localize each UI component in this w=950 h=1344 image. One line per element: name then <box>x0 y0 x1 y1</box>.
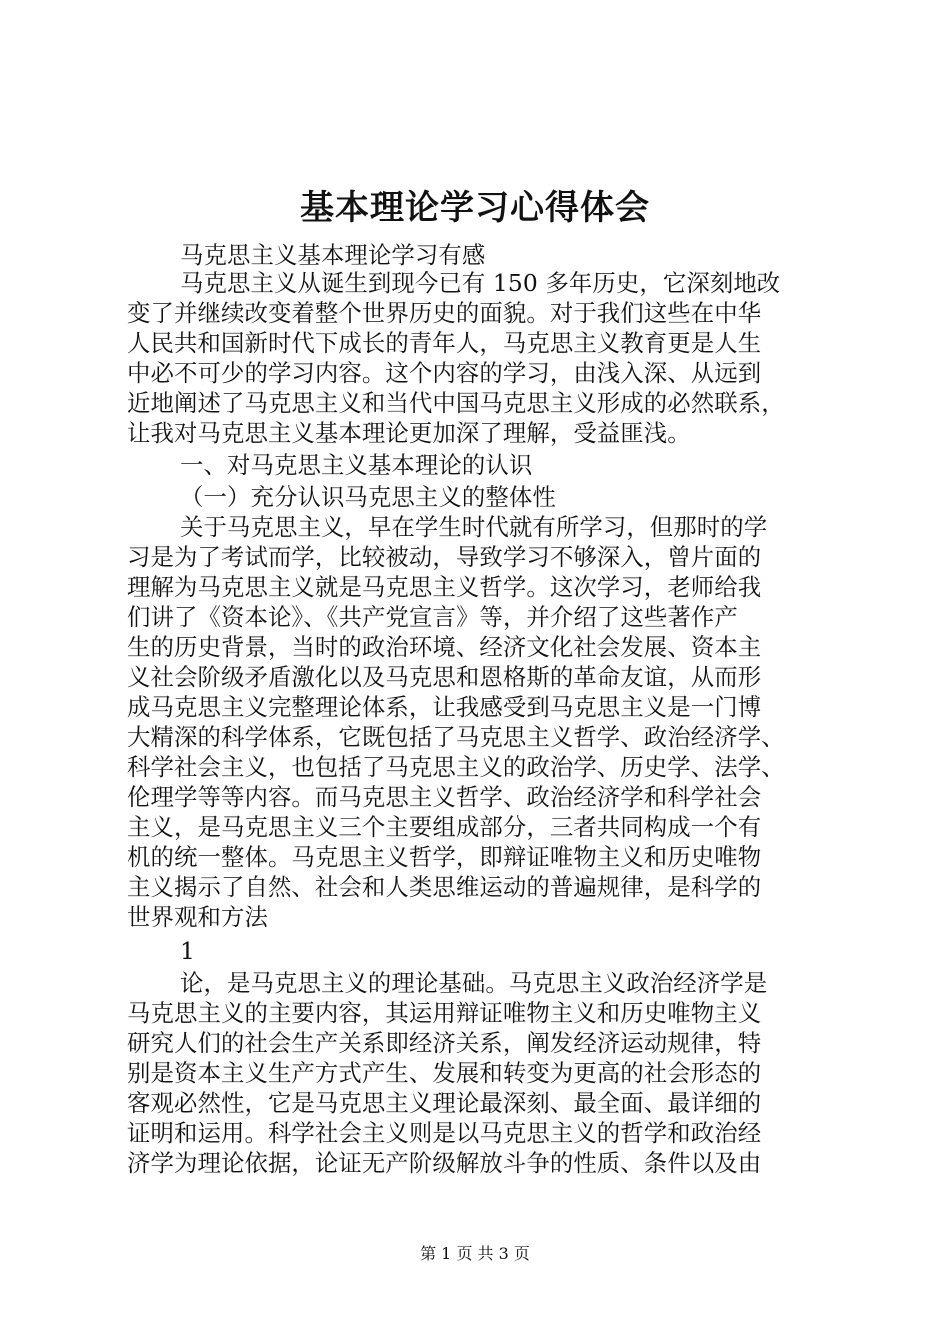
subtitle-line: 马克思主义基本理论学习有感 <box>180 241 486 269</box>
paragraph-line: 成马克思主义完整理论体系，让我感受到马克思主义是一门博 <box>127 693 762 721</box>
paragraph-line: 机的统一整体。马克思主义哲学，即辩证唯物主义和历史唯物 <box>127 843 762 871</box>
paragraph-line: 伦理学等等内容。而马克思主义哲学、政治经济学和科学社会 <box>127 783 762 811</box>
paragraph-line: 证明和运用。科学社会主义则是以马克思主义的哲学和政治经 <box>127 1119 762 1147</box>
paragraph-line: 大精深的科学体系，它既包括了马克思主义哲学、政治经济学、 <box>127 723 785 751</box>
paragraph-line: 研究人们的社会生产关系即经济关系，阐发经济运动规律，特 <box>127 1029 762 1057</box>
paragraph-line: 让我对马克思主义基本理论更加深了理解，受益匪浅。 <box>127 419 691 447</box>
paragraph-line: 别是资本主义生产方式产生、发展和转变为更高的社会形态的 <box>127 1059 762 1087</box>
paragraph-line: 变了并继续改变着整个世界历史的面貌。对于我们这些在中华 <box>127 299 762 327</box>
subsection-heading: （一）充分认识马克思主义的整体性 <box>180 483 556 511</box>
page-footer: 第 1 页 共 3 页 <box>420 1244 530 1263</box>
paragraph-line: 习是为了考试而学，比较被动，导致学习不够深入，曾片面的 <box>127 543 762 571</box>
paragraph-line: 客观必然性，它是马克思主义理论最深刻、最全面、最详细的 <box>127 1089 762 1117</box>
inline-page-number: 1 <box>180 937 195 965</box>
paragraph-line: 主义揭示了自然、社会和人类思维运动的普遍规律，是科学的 <box>127 873 762 901</box>
paragraph-line: 义社会阶级矛盾激化以及马克思和恩格斯的革命友谊，从而形 <box>127 663 762 691</box>
paragraph-line: 们讲了《资本论》、《共产党宣言》等，并介绍了这些著作产 <box>127 603 738 631</box>
paragraph-line: 马克思主义的主要内容，其运用辩证唯物主义和历史唯物主义 <box>127 999 762 1027</box>
paragraph-line: 近地阐述了马克思主义和当代中国马克思主义形成的必然联系， <box>127 389 785 417</box>
paragraph-line: 主义，是马克思主义三个主要组成部分，三者共同构成一个有 <box>127 813 762 841</box>
paragraph-line: 科学社会主义，也包括了马克思主义的政治学、历史学、法学、 <box>127 753 785 781</box>
paragraph-line: 中必不可少的学习内容。这个内容的学习，由浅入深、从远到 <box>127 359 762 387</box>
paragraph-line: 马克思主义从诞生到现今已有 150 多年历史，它深刻地改 <box>180 269 781 297</box>
paragraph-line: 论，是马克思主义的理论基础。马克思主义政治经济学是 <box>180 969 768 997</box>
paragraph-line: 关于马克思主义，早在学生时代就有所学习，但那时的学 <box>180 513 768 541</box>
paragraph-line: 理解为马克思主义就是马克思主义哲学。这次学习，老师给我 <box>127 573 762 601</box>
paragraph-line: 人民共和国新时代下成长的青年人，马克思主义教育更是人生 <box>127 329 762 357</box>
paragraph-line: 生的历史背景，当时的政治环境、经济文化社会发展、资本主 <box>127 633 762 661</box>
section-heading: 一、对马克思主义基本理论的认识 <box>180 451 533 479</box>
paragraph-line: 济学为理论依据，论证无产阶级解放斗争的性质、条件以及由 <box>127 1149 762 1177</box>
paragraph-line: 世界观和方法 <box>127 903 268 931</box>
document-title: 基本理论学习心得体会 <box>300 188 650 228</box>
